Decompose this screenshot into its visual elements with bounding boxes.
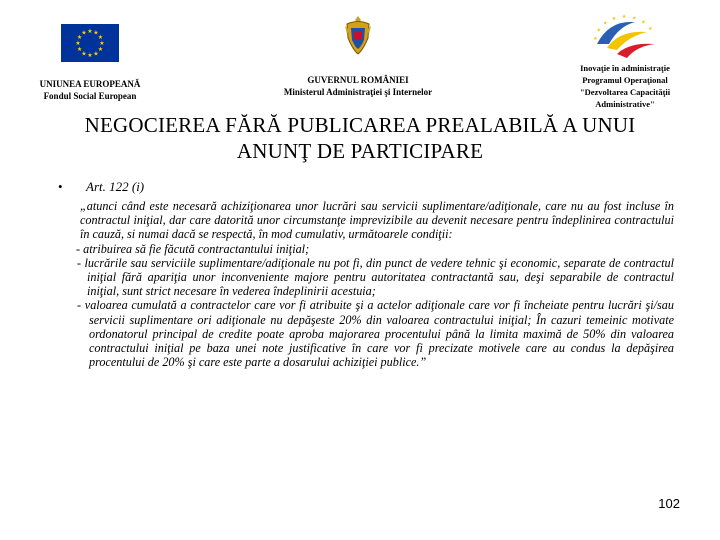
page-title	[18, 112, 702, 164]
programme-line-3: "Dezvoltarea Capacităţii	[579, 87, 671, 97]
programme-star-icon: ★	[611, 16, 617, 22]
programme-star-icon: ★	[648, 27, 653, 33]
programme-logo-icon	[589, 14, 661, 62]
programme-star-icon: ★	[596, 28, 601, 34]
programme-line-1: Inovaţie în administraţie	[580, 63, 670, 73]
article-reference: Art. 122 (i)	[86, 179, 145, 194]
eu-star-icon: ★	[76, 35, 83, 41]
eu-star-icon: ★	[81, 51, 87, 58]
eu-header	[30, 24, 150, 102]
eu-subtitle: Fondul Social European	[43, 91, 137, 101]
programme-line-4: Administrative"	[595, 99, 655, 109]
programme-star-icon: ★	[621, 15, 627, 20]
eu-star-icon: ★	[81, 30, 87, 37]
programme-star-icon: ★	[593, 36, 598, 42]
paragraph-condition-2: - lucrările sau serviciile suplimentare/adiţionale nu pot fi, din punct de vedere tehnic şi economic, separate de contractul iniţial fără apariţia unor inconveniente majore pentru autoritatea contractantă sau, deşi separabile de contractul iniţial, sunt strict necesare în vederea îndeplinirii acestuia;	[77, 255, 674, 299]
programme-line-2: Programul Operaţional	[582, 75, 668, 85]
eu-star-icon: ★	[87, 29, 93, 35]
eu-star-icon: ★	[93, 51, 99, 58]
eu-title: UNIUNEA EUROPEANĂ	[39, 79, 141, 89]
programme-star-icon: ★	[632, 16, 637, 22]
eu-star-icon: ★	[99, 41, 105, 47]
eu-star-icon: ★	[97, 47, 104, 53]
page-number: 102	[658, 496, 680, 511]
title-line-1: NEGOCIEREA FĂRĂ PUBLICAREA PREALABILĂ A UNUI	[84, 113, 636, 137]
ministry-name: Ministerul Administraţiei şi Internelor	[283, 87, 433, 97]
article-body	[76, 199, 674, 369]
paragraph-intro: „atunci când este necesară achiziţionarea unor lucrări sau servicii suplimentare/adiţionale, care nu au fost incluse în contractul iniţial, dar care datorită unor circumstanţe imprevizibile au devenit necesare pentru îndeplinirea contractului în cauză, si numai dacă se respectă, în mod cumulativ, următoarele condiţii:	[80, 199, 674, 242]
title-line-2: ANUNŢ DE PARTICIPARE	[236, 139, 484, 163]
paragraph-condition-1: - atribuirea să fie făcută contractantului iniţial;	[76, 241, 310, 256]
eu-star-icon: ★	[97, 35, 104, 41]
eu-star-icon: ★	[75, 41, 81, 47]
eu-star-icon: ★	[76, 47, 83, 53]
paragraph-condition-3: - valoarea cumulată a contractelor care vor fi atribuite şi a actelor adiţionale care vor fi încheiate pentru lucrări şi/sau servicii suplimentare ori adiţionale nu depăşeste 20% din valoarea contractului iniţial; În cazuri temeinic motivate ordonatorul principal de credite poate aproba majorarea procentului până la limita maximă de 50% din valoarea contractului iniţial pe baza unei note justificative în care vor fi precizate motivele care au condus la depăşirea procentului de 20% şi care este parte a dosarului achiziţiei publice.”	[77, 298, 674, 370]
programme-header	[560, 14, 690, 110]
eu-star-icon: ★	[93, 30, 99, 37]
government-header	[268, 14, 448, 98]
programme-star-icon: ★	[602, 21, 608, 27]
coat-of-arms-icon	[343, 14, 373, 56]
programme-star-icon: ★	[641, 20, 646, 26]
eu-star-icon: ★	[87, 53, 93, 59]
eu-flag-icon	[61, 24, 119, 62]
bullet-marker: •	[58, 179, 63, 194]
government-title: GUVERNUL ROMÂNIEI	[307, 75, 409, 85]
article-bullet	[58, 179, 144, 195]
